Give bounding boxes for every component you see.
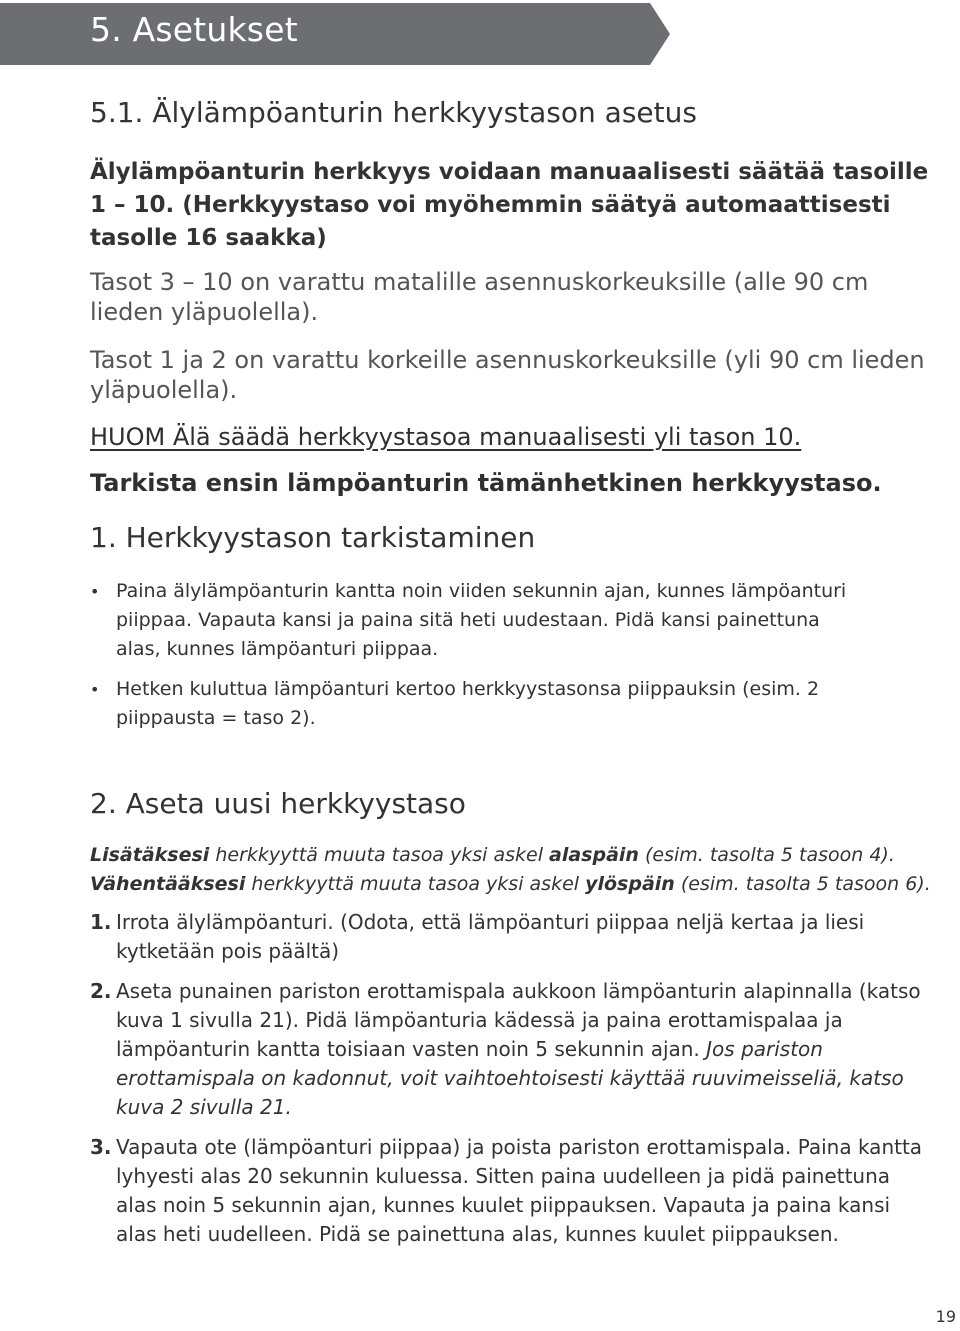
section-title: 5.1. Älylämpöanturin herkkyystason asetus (90, 96, 697, 129)
increase-label: Lisätäksesi (90, 844, 210, 866)
bullet-item: • Hetken kuluttua lämpöanturi kertoo herkkyystasonsa piippauksin (esim. 2 piippausta = taso 2). (90, 675, 870, 733)
decrease-mid-text: herkkyyttä muuta tasoa yksi askel (245, 873, 586, 895)
item-number: 3. (90, 1135, 112, 1159)
intro-bold-text: Älylämpöanturin herkkyys voidaan manuaalisesti säätää tasoille 1 – 10. (Herkkyystaso voi myöhemmin säätyä automaattisesti tasolle 16 saakka) (90, 159, 929, 251)
item-text: Aseta punainen pariston erottamispala aukkoon lämpöanturin alapinnalla (katso kuva 1 sivulla 21). Pidä lämpöanturia kädessä ja paina erottamispalaa ja lämpöanturin kantta toisiaan vasten noin 5 sekunnin ajan. (116, 979, 921, 1061)
item-number: 1. (90, 910, 112, 934)
item-text: Irrota älylämpöanturi. (Odota, että lämpöanturi piippaa neljä kertaa ja liesi kytketään pois päältä) (116, 910, 865, 963)
decrease-direction: ylöspäin (585, 873, 675, 895)
numbered-item (90, 1133, 930, 1249)
numbered-item (90, 908, 930, 966)
levels-low-paragraph: Tasot 3 – 10 on varattu matalille asennuskorkeuksille (alle 90 cm lieden yläpuolella). (90, 268, 869, 326)
step2-numbered-list (90, 908, 930, 1260)
increase-mid-text: herkkyyttä muuta tasoa yksi askel (209, 844, 550, 866)
chapter-title: 5. Asetukset (90, 10, 298, 49)
increase-sensitivity-line (90, 841, 895, 870)
step1-bullet-list (90, 577, 870, 744)
warning-notice: HUOM Älä säädä herkkyystasoa manuaalisesti yli tason 10. (90, 423, 802, 451)
page-number: 19 (935, 1307, 956, 1326)
numbered-item (90, 977, 930, 1122)
decrease-example: (esim. tasolta 5 tasoon 6). (674, 873, 931, 895)
bullet-item: • Paina älylämpöanturin kantta noin viiden sekunnin ajan, kunnes lämpöanturi piippaa. Vapauta kansi ja paina sitä heti uudestaan. Pidä kansi painettuna alas, kunnes lämpöanturi piippaa. (90, 577, 870, 664)
increase-direction: alaspäin (549, 844, 639, 866)
decrease-label: Vähentääksesi (90, 873, 246, 895)
decrease-sensitivity-line (90, 870, 931, 899)
levels-high-paragraph: Tasot 1 ja 2 on varattu korkeille asennuskorkeuksille (yli 90 cm lieden yläpuolella). (90, 346, 925, 404)
item-number: 2. (90, 979, 112, 1003)
item-text: Vapauta ote (lämpöanturi piippaa) ja poista pariston erottamispala. Paina kantta lyhyesti alas 20 sekunnin kuluessa. Sitten paina uudelleen ja pidä painettuna alas noin 5 sekunnin ajan, kunnes kuulet piippauksen. Vapauta ja paina kansi alas heti uudelleen. Pidä se painettuna alas, kunnes kuulet piippauksen. (116, 1135, 923, 1246)
check-first-notice: Tarkista ensin lämpöanturin tämänhetkinen herkkyystaso. (90, 469, 882, 497)
increase-example: (esim. tasolta 5 tasoon 4). (638, 844, 895, 866)
step1-heading: 1. Herkkyystason tarkistaminen (90, 521, 536, 554)
step2-heading: 2. Aseta uusi herkkyystaso (90, 787, 466, 820)
item-italic-note: Jos pariston erottamispala on kadonnut, voit vaihtoehtoisesti käyttää ruuvimeisseliä, katso kuva 2 sivulla 21. (116, 1037, 904, 1119)
